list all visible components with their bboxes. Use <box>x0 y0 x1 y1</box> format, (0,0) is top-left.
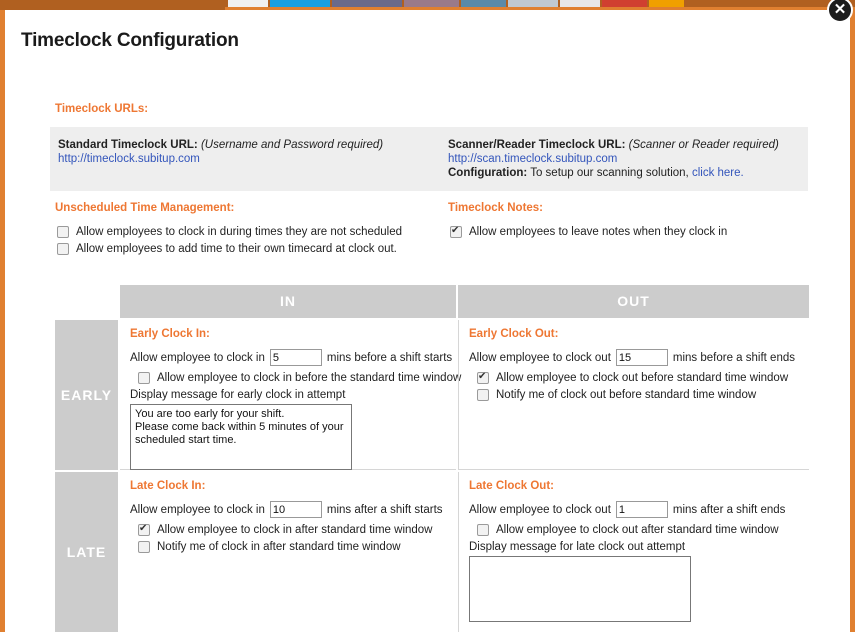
late-clock-in-mins-prefix: Allow employee to clock in <box>130 503 265 516</box>
late-clock-out-mins-prefix: Allow employee to clock out <box>469 503 611 516</box>
late-clock-in-allow-label: Allow employee to clock in after standard time window <box>157 524 433 536</box>
scanner-config-link[interactable]: click here. <box>691 167 744 179</box>
cell-late-clock-out <box>458 472 809 632</box>
timeclock-configuration-page <box>0 10 855 632</box>
late-clock-in-allow-checkbox[interactable] <box>138 524 150 536</box>
standard-url-link-line <box>58 152 383 166</box>
late-clock-out-allow-checkbox[interactable] <box>477 524 489 536</box>
early-clock-in-allow-checkbox[interactable] <box>138 372 150 384</box>
scanner-config-label: Configuration: <box>448 167 528 179</box>
unscheduled-addtime-checkbox[interactable] <box>57 243 69 255</box>
timeclock-urls-panel <box>50 127 808 191</box>
close-icon[interactable]: ✕ <box>827 0 853 23</box>
early-clock-in-message-label: Display message for early clock in attempt <box>130 389 346 401</box>
checkbox-row[interactable] <box>450 225 727 240</box>
scanner-config-line <box>448 166 779 180</box>
browser-chrome-strip <box>0 0 855 10</box>
late-clock-out-mins-input[interactable] <box>616 501 668 518</box>
notes-allow-label: Allow employees to leave notes when they clock in <box>469 226 728 238</box>
early-clock-in-mins-prefix: Allow employee to clock in <box>130 351 265 364</box>
late-clock-out-message-label: Display message for late clock out attempt <box>469 541 686 553</box>
late-clock-out-heading: Late Clock Out: <box>469 480 554 492</box>
checkbox-row[interactable] <box>469 388 809 403</box>
early-clock-out-mins-prefix: Allow employee to clock out <box>469 351 611 364</box>
scanner-url-label-line <box>448 138 779 152</box>
checkbox-row[interactable] <box>469 371 809 386</box>
early-clock-in-message-textarea[interactable] <box>130 404 352 470</box>
checkbox-row[interactable] <box>57 242 402 257</box>
early-clock-out-mins-suffix: mins before a shift ends <box>672 351 795 364</box>
matrix-rowlabel-early: EARLY <box>55 320 118 470</box>
scanner-url-note: (Scanner or Reader required) <box>628 139 779 151</box>
late-clock-in-mins-input[interactable] <box>270 501 322 518</box>
late-clock-out-mins-suffix: mins after a shift ends <box>672 503 786 516</box>
standard-url-note: (Username and Password required) <box>200 139 384 151</box>
late-clock-in-notify-label: Notify me of clock in after standard time window <box>157 541 401 553</box>
matrix-rowlabel-late: LATE <box>55 472 118 632</box>
checkbox-row[interactable] <box>130 371 462 386</box>
cell-early-clock-in <box>120 320 462 470</box>
early-clock-out-allow-label: Allow employee to clock out before standard time window <box>496 372 789 384</box>
early-clock-out-heading: Early Clock Out: <box>469 328 559 340</box>
unscheduled-clockin-checkbox[interactable] <box>57 226 69 238</box>
early-clock-in-allow-label: Allow employee to clock in before the standard time window <box>157 372 462 384</box>
standard-url-label: Standard Timeclock URL: <box>58 139 198 151</box>
unscheduled-clockin-label: Allow employees to clock in during times they are not scheduled <box>76 226 403 238</box>
scanner-config-text: To setup our scanning solution, <box>530 167 689 179</box>
late-clock-in-notify-checkbox[interactable] <box>138 541 150 553</box>
checkbox-row[interactable] <box>469 523 809 538</box>
early-clock-in-heading: Early Clock In: <box>130 328 210 340</box>
late-clock-out-message-textarea[interactable] <box>469 556 691 622</box>
unscheduled-addtime-label: Allow employees to add time to their own timecard at clock out. <box>76 243 397 255</box>
scanner-url-link[interactable]: http://scan.timeclock.subitup.com <box>448 153 618 165</box>
cell-early-clock-out <box>458 320 809 470</box>
notes-allow-checkbox[interactable] <box>450 226 462 238</box>
early-clock-out-mins-row <box>469 349 809 366</box>
early-clock-in-mins-input[interactable] <box>270 349 322 366</box>
late-clock-out-allow-label: Allow employee to clock out after standard time window <box>496 524 779 536</box>
matrix-header-in: IN <box>120 285 456 318</box>
standard-url-block <box>58 138 383 166</box>
early-clock-in-mins-suffix: mins before a shift starts <box>326 351 453 364</box>
unscheduled-time-options <box>57 225 402 259</box>
early-clock-out-notify-checkbox[interactable] <box>477 389 489 401</box>
late-clock-in-mins-row <box>130 501 456 518</box>
early-clock-out-notify-label: Notify me of clock out before standard time window <box>496 389 757 401</box>
standard-url-label-line <box>58 138 383 152</box>
matrix-header-out: OUT <box>458 285 809 318</box>
scanner-url-block <box>448 138 779 180</box>
checkbox-row[interactable] <box>130 523 456 538</box>
timeclock-urls-heading: Timeclock URLs: <box>55 103 149 115</box>
timeclock-notes-heading: Timeclock Notes: <box>448 202 544 214</box>
late-clock-in-mins-suffix: mins after a shift starts <box>326 503 443 516</box>
late-clock-in-heading: Late Clock In: <box>130 480 206 492</box>
cell-late-clock-in <box>120 472 456 632</box>
scanner-url-link-line <box>448 152 779 166</box>
timeclock-notes-options <box>450 225 727 242</box>
late-clock-out-mins-row <box>469 501 809 518</box>
early-clock-in-mins-row <box>130 349 456 366</box>
checkbox-row[interactable] <box>130 540 456 555</box>
early-clock-out-mins-input[interactable] <box>616 349 668 366</box>
early-clock-out-allow-checkbox[interactable] <box>477 372 489 384</box>
page-title: Timeclock Configuration <box>21 30 239 51</box>
standard-url-link[interactable]: http://timeclock.subitup.com <box>58 153 200 165</box>
checkbox-row[interactable] <box>57 225 402 240</box>
scanner-url-label: Scanner/Reader Timeclock URL: <box>448 139 626 151</box>
unscheduled-time-heading: Unscheduled Time Management: <box>55 202 235 214</box>
